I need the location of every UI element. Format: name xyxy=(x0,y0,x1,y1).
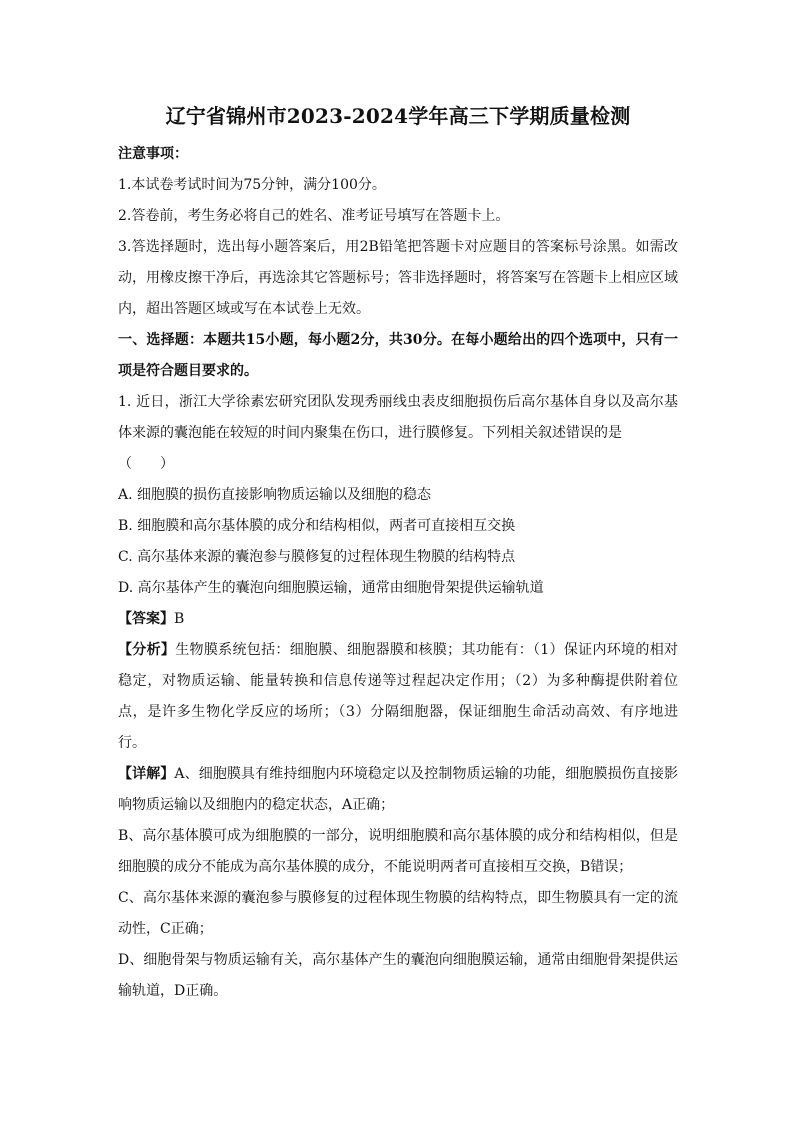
option-a: A. 细胞膜的损伤直接影响物质运输以及细胞的稳态 xyxy=(118,487,432,503)
question-bracket: （ ） xyxy=(118,456,174,472)
detail-block-a xyxy=(118,759,678,821)
question-stem: 1. 近日，浙江大学徐素宏研究团队发现秀丽线虫表皮细胞损伤后高尔基体自身以及高尔基体来源的囊泡能在较短的时间内聚集在伤口，进行膜修复。下列相关叙述错误的是 xyxy=(118,394,678,441)
section-heading: 一、选择题：本题共15小题，每小题2分，共30分。在每小题给出的四个选项中，只有一项是符合题目要求的。 xyxy=(118,332,678,379)
notice-item-2: 2.答卷前，考生务必将自己的姓名、准考证号填写在答题卡上。 xyxy=(118,208,510,224)
answer-line xyxy=(118,604,678,635)
option-d: D. 高尔基体产生的囊泡向细胞膜运输，通常由细胞骨架提供运输轨道 xyxy=(118,580,544,596)
notice-heading: 注意事项： xyxy=(118,146,188,162)
answer-value: B xyxy=(174,611,185,627)
notice-item-3: 3.答选择题时，选出每小题答案后，用2B铅笔把答题卡对应题目的答案标号涂黑。如需改动，用橡皮擦干净后，再选涂其它答题标号；答非选择题时，将答案写在答题卡上相应区域内，超出答题区域或写在本试卷上无效。 xyxy=(118,239,678,317)
option-b: B. 细胞膜和高尔基体膜的成分和结构相似，两者可直接相互交换 xyxy=(118,518,516,534)
detail-item-b: B、高尔基体膜可成为细胞膜的一部分，说明细胞膜和高尔基体膜的成分和结构相似，但是细胞膜的成分不能成为高尔基体膜的成分，不能说明两者可直接相互交换，B错误； xyxy=(118,828,678,875)
detail-item-a: A、细胞膜具有维持细胞内环境稳定以及控制物质运输的功能，细胞膜损伤直接影响物质运输以及细胞内的稳定状态，A正确； xyxy=(118,766,679,813)
notice-item-1: 1.本试卷考试时间为75分钟，满分100分。 xyxy=(118,177,386,193)
detail-item-d: D、细胞骨架与物质运输有关，高尔基体产生的囊泡向细胞膜运输，通常由细胞骨架提供运输轨道，D正确。 xyxy=(118,952,678,999)
analysis-label: 【分析】 xyxy=(118,642,176,658)
answer-label: 【答案】 xyxy=(118,611,174,627)
option-c: C. 高尔基体来源的囊泡参与膜修复的过程体现生物膜的结构特点 xyxy=(118,549,516,565)
detail-label: 【详解】 xyxy=(118,766,175,782)
page-title: 辽宁省锦州市2023-2024学年高三下学期质量检测 xyxy=(165,104,631,128)
detail-item-c: C、高尔基体来源的囊泡参与膜修复的过程体现生物膜的结构特点，即生物膜具有一定的流动性，C正确； xyxy=(118,890,678,937)
analysis-block xyxy=(118,635,678,759)
page-content xyxy=(118,100,678,1007)
analysis-text: 生物膜系统包括：细胞膜、细胞器膜和核膜；其功能有：（1）保证内环境的相对稳定，对物质运输、能量转换和信息传递等过程起决定作用；（2）为多种酶提供附着位点，是许多生物化学反应的场所；（3）分隔细胞器，保证细胞生命活动高效、有序地进行。 xyxy=(118,642,679,751)
